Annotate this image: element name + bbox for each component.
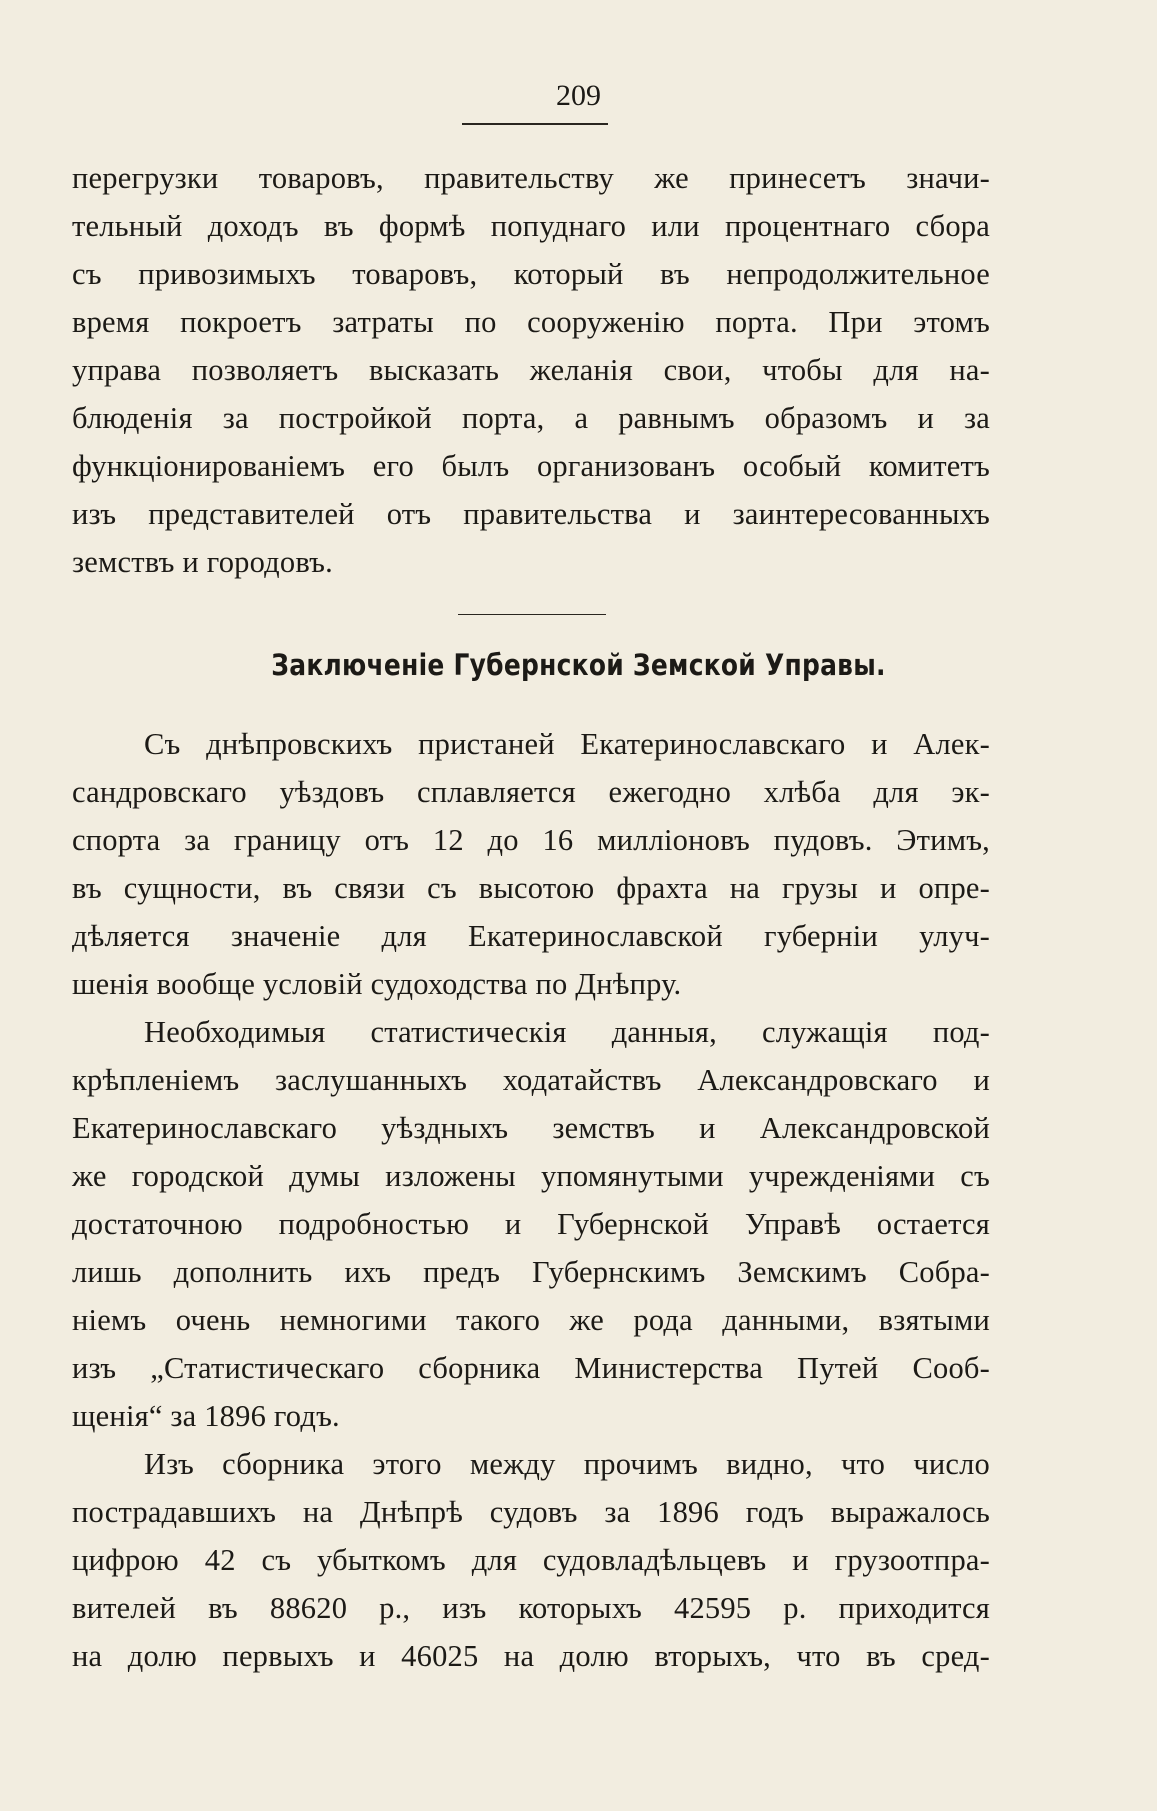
page-number: 209 [556,79,601,112]
paragraph-1 [72,154,990,586]
text-line: въ сущности, въ связи съ высотою фрахта на грузы и опре- [72,871,990,905]
text-line: вителей въ 88620 р., изъ которыхъ 42595 р. приходится [72,1591,990,1625]
text-line: Необходимыя статистическiя данныя, служащiя под- [144,1015,990,1049]
text-line: Екатеринославскаго уѣздныхъ земствъ и Александровской [72,1111,990,1145]
text-line: цифрою 42 съ убыткомъ для судовладѣльцевъ и грузоотпра- [72,1543,990,1577]
text-line: пострадавшихъ на Днѣпрѣ судовъ за 1896 годъ выражалось [72,1495,990,1529]
text-line: лишь дополнить ихъ предъ Губернскимъ Земскимъ Собра- [72,1255,990,1289]
text-line: управа позволяетъ высказать желанiя свои, чтобы для на- [72,353,990,387]
text-line: перегрузки товаровъ, правительству же принесетъ значи- [72,161,990,195]
text-line: на долю первыхъ и 46025 на долю вторыхъ, что въ сред- [72,1639,990,1673]
header-rule [462,123,608,125]
text-line: сандровскаго уѣздовъ сплавляется ежегодно хлѣба для эк- [72,775,990,809]
text-line: Съ днѣпровскихъ пристаней Екатеринославскаго и Алек- [144,727,990,761]
body-text [72,720,990,1680]
text-line: функцiонированiемъ его былъ организованъ особый комитетъ [72,449,990,483]
text-line: щенiя“ за 1896 годъ. [72,1399,340,1433]
section-heading: Заключенiе Губернской Земской Управы. [271,648,886,682]
text-line: время покроетъ затраты по сооруженiю порта. При этомъ [72,305,990,339]
text-line: шенiя вообще условiй судоходства по Днѣпру. [72,967,682,1001]
text-line: достаточною подробностью и Губернской Управѣ остается [72,1207,990,1241]
text-line: дѣляется значенiе для Екатеринославской губернiи улуч- [72,919,990,953]
text-line: нiемъ очень немногими такого же рода данными, взятыми [72,1303,990,1337]
text-line: Изъ сборника этого между прочимъ видно, что число [144,1447,990,1481]
text-line: блюденiя за постройкой порта, а равнымъ образомъ и за [72,401,990,435]
text-line: же городской думы изложены упомянутыми учрежденiями съ [72,1159,990,1193]
text-line: земствъ и городовъ. [72,545,333,579]
text-line: съ привозимыхъ товаровъ, который въ непродолжительное [72,257,990,291]
text-line: тельный доходъ въ формѣ попуднаго или процентнаго сбора [72,209,990,243]
text-line: спорта за границу отъ 12 до 16 миллiоновъ пудовъ. Этимъ, [72,823,990,857]
text-line: изъ представителей отъ правительства и заинтересованныхъ [72,497,990,531]
text-line: крѣпленiемъ заслушанныхъ ходатайствъ Александровскаго и [72,1063,990,1097]
section-divider [458,614,606,615]
text-line: изъ „Статистическаго сборника Министерства Путей Сооб- [72,1351,990,1385]
